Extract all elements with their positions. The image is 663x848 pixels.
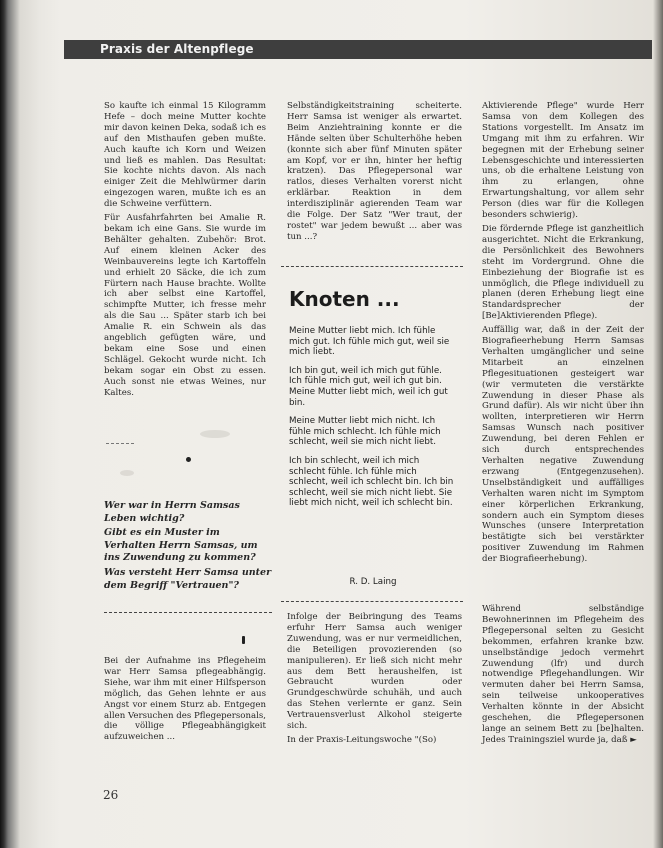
- question: Was versteht Herr Samsa unter dem Begriff "Vertrauen"?: [104, 566, 272, 591]
- column-3-top-text: [482, 101, 644, 568]
- poem-stanza: Meine Mutter liebt mich. Ich fühle mich gut. Ich fühle mich gut, weil sie mich liebt.: [289, 326, 450, 358]
- column-3-bottom-text: [482, 604, 644, 749]
- poem-stanza: Ich bin gut, weil ich mich gut fühle. Ich fühle mich gut, weil ich gut bin. Meine Mutter liebt mich, weil ich gut bin.: [289, 365, 448, 408]
- question: Wer war in Herrn Samsas Leben wichtig?: [104, 500, 240, 524]
- poem-stanza: Ich bin schlecht, weil ich mich schlecht fühle. Ich fühle mich schlecht, weil ich schlecht bin. Ich bin schlecht, weil sie mich nicht liebt. Sie liebt mich nicht, weil ich schlecht bin.: [289, 455, 454, 509]
- section-title: Praxis der Altenpflege: [100, 42, 254, 56]
- question: Gibt es ein Muster im Verhalten Herrn Samsas, um ins Zuwendung zu kommen?: [104, 527, 258, 564]
- column-2-bottom-text: [287, 612, 462, 749]
- page-number: 26: [103, 788, 119, 802]
- paragraph: So kaufte ich einmal 15 Kilogramm Hefe – doch meine Mutter kochte mir davon keinen Deka, sodaß ich es auf den Misthaufen geben mußte. Auch kaufte ich Korn und Weizen und ließ es mahlen. Das Resultat: Sie kochte nichts davon. Als nach einiger Zeit die Mehlwürmer darin eingezogen waren, mußte ich es an die Schweine verfüttern.: [104, 101, 266, 210]
- column-2-top-text: [287, 101, 462, 246]
- paragraph: Aktivierende Pflege" wurde Herr Samsa von dem Kollegen des Stations vorgestellt. Im Ansatz im Umgang mit ihm zu erfahren. Wir begegnen mit der Erhebung seiner Lebensgeschichte und interessierten uns, ob die erhaltene Leistung von ihm zu erlangen, ohne Erwartungshaltung, vor allem sehr Person (dies war für die Kollegen besonders schwierig).: [482, 101, 644, 221]
- knoten-poem: [289, 326, 457, 517]
- reflection-questions: [104, 500, 272, 594]
- paragraph: Infolge der Beibringung des Teams erfuhr Herr Samsa auch weniger Zuwendung, was er nur vermeidlichen, die Beteiligen provozierenden (so manipulieren). Er ließ sich nicht mehr aus dem Bett heraushelfen, ist Gebraucht wurden oder Grundgeschwürde schuhäh, und auch das Stehen verlernte er ganz. Sein Vertrauensverlust Alkohol steigerte sich.: [287, 612, 462, 732]
- print-smudge: [200, 430, 230, 438]
- short-divider: [106, 443, 134, 444]
- paragraph: In der Praxis-Leitungswoche "(So): [287, 734, 437, 745]
- bullet-separator-icon: [186, 457, 191, 462]
- paragraph: Die fördernde Pflege ist ganzheitlich ausgerichtet. Nicht die Erkrankung, die Persönlichkeit des Bewohners steht im Vordergrund. Ohne die Einbeziehung der Biografie ist es unmöglich, die Pflege individuell zu planen (deren Erhebung liegt eine Standardsprecher der [Be]Aktivierenden Pflege).: [482, 223, 644, 322]
- column-1-bottom-text: [104, 656, 266, 746]
- knoten-title: Knoten ...: [289, 287, 400, 311]
- print-smudge: [120, 470, 134, 476]
- binding-shadow: [0, 0, 62, 848]
- bullet-separator-icon: [242, 636, 245, 644]
- paragraph: Selbständigkeitstraining scheiterte. Herr Samsa ist weniger als erwartet. Beim Anziehtraining konnte er die Hände selten über Schulterhöhe heben (konnte sich aber fünf Minuten später am Kopf, vor er ihn, hinter her heftig kratzen). Das Pflegepersonal war ratlos, dieses Verhalten vorerst nicht erklärbar. Reaktion in dem interdisziplinär agierenden Team war die Folge. Der Satz "Wer traut, der rostet" war jedem bewußt ... aber was tun ...?: [287, 101, 462, 242]
- box-bottom-border: [281, 601, 463, 602]
- column-1-top-text: [104, 101, 266, 401]
- paragraph: Auffällig war, daß in der Zeit der Biografieerhebung Herrn Samsas Verhalten umgänglicher und seine Mitarbeit an einzelnen Pflegesituationen gesteigert war (wir vermuteten die verstärkte Zuwendung in dieser Phase als Grund dafür). Als wir nicht über ihn wollten, interpretieren wir Herrn Samsas Wunsch nach positiver Zuwendung, bei deren Fehlen er sich durch entsprechendes Verhalten negative Zuwendung erzwang (Entgegenzusehen). Unselbständigkeit und auffälliges Verhalten waren nicht im Symptom einer körperlichen Erkrankung, sondern auch ein Symptom dieses Wunsches (unsere Interpretation bestätigte sich bei verstärkter positiver Zuwendung im Rahmen der Biografieerhebung).: [482, 325, 644, 565]
- paragraph: Bei der Aufnahme ins Pflegeheim war Herr Samsa pflegeabhängig. Siehe, war ihm mit einer Hilfsperson möglich, das Gehen lehnte er aus Angst vor einem Sturz ab. Entgegen allen Versuchen des Pflegepersonals, die völlige Pflegeabhängigkeit aufzuweichen ...: [104, 656, 266, 743]
- box-top-border: [281, 266, 463, 267]
- poem-author: R. D. Laing: [349, 577, 397, 587]
- poem-stanza: Meine Mutter liebt mich nicht. Ich fühle mich schlecht. Ich fühle mich schlecht, weil sie mich nicht liebt.: [289, 416, 441, 448]
- paragraph: Für Ausfahrfahrten bei Amalie R. bekam ich eine Gans. Sie wurde im Behälter gehalten. Zubehör: Brot. Auf einem kleinen Acker des Weinbauvereins legte ich Kartoffeln und erhielt 20 Säcke, die ich zum Fürtern nach Hause brachte. Wollte ich aber selbst eine Kartoffel, schimpfte Mutter, ich fresse mehr als die Sau ... Später starb ich bei Amalie R. ein Schwein als das angeblich gefügten wäre, und bekam eine Sose und einen Schlägel. Gekocht wurde nicht. Ich bekam sogar ein Obst zu essen. Auch sonst nie etwas Weines, nur Kaltes.: [104, 213, 266, 398]
- questions-divider: [104, 612, 272, 613]
- paragraph: Während selbständige Bewohnerinnen im Pflegeheim des Pflegepersonal selten zu Gesicht bekommen, erfahren kranke bzw. unselbständige jedoch vermehrt Zuwendung (lfr) und durch notwendige Pflegehandlungen. Wir vermuten daher bei Herrn Samsa, sein teilweise unkooperatives Verhalten könnte in der Absicht geschehen, die Pflegepersonen lange an seinem Bett zu [be]halten. Jedes Trainingsziel wurde ja, daß ►: [482, 604, 644, 745]
- page-edge-shadow: [653, 0, 663, 848]
